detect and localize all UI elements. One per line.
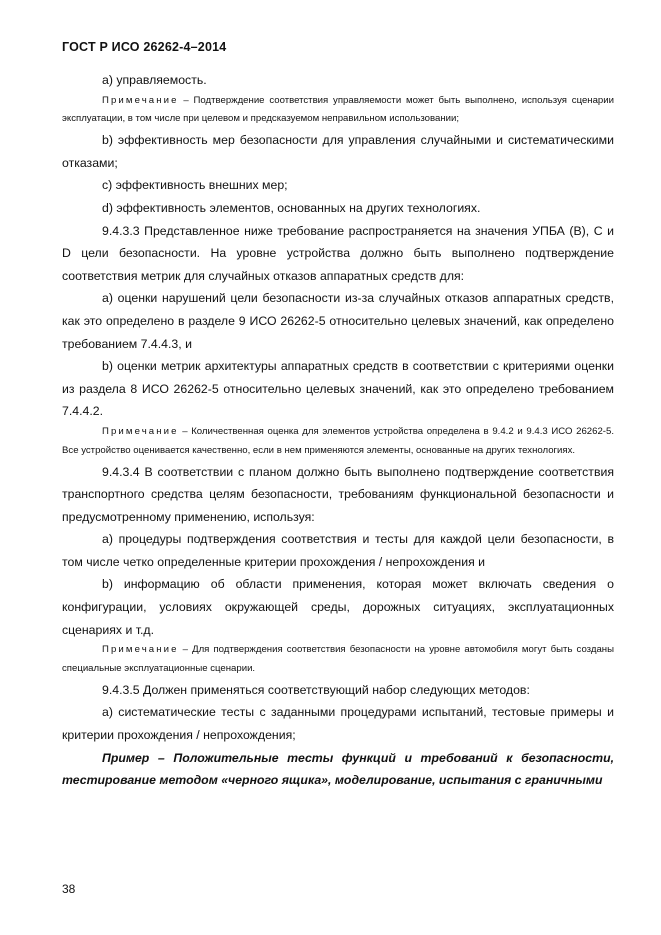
note-label: Примечание	[102, 644, 179, 656]
item-b-safety-measures: b) эффективность мер безопасности для управления случайными и систематическими отказами;	[62, 133, 614, 170]
document-body	[62, 69, 614, 792]
item-b-architecture-metrics: b) оценки метрик архитектуры аппаратных средств в соответствии с критериями оценки из раздела 8 ИСО 26262-5 относительно целевых значений, как это определено требованием 7.4.4.2.	[62, 359, 614, 419]
page-number: 38	[62, 882, 76, 896]
example-text: Пример – Положительные тесты функций и требований к безопасности, тестирование методом «черного ящика», моделирование, испытания с граничными	[62, 750, 614, 788]
note-text: – Подтверждение соответствия управляемости может быть выполнено, используя сценарии эксплуатации, в том числе при целевом и предсказуемом неправильном использовании;	[62, 94, 614, 125]
note-quantitative-evaluation	[62, 423, 614, 461]
paragraph-9-4-3-4: 9.4.3.4 В соответствии с планом должно быть выполнено подтверждение соответствия транспортного средства целям безопасности, требованиям функциональной безопасности и предусмотренному применению, используя:	[62, 464, 614, 524]
note-label: Примечание	[102, 94, 179, 106]
note-controllability	[62, 92, 614, 130]
paragraph-9-4-3-5: 9.4.3.5 Должен применяться соответствующий набор следующих методов:	[102, 682, 530, 697]
item-a-systematic-tests: а) систематические тесты с заданными процедурами испытаний, тестовые примеры и критерии прохождения / непрохождения;	[62, 705, 614, 743]
item-b-application-info: b) информацию об области применения, которая может включать сведения о конфигурации, условиях окружающей среды, дорожных ситуациях, эксплуатационных сценариях и т.д.	[62, 577, 614, 637]
item-d-other-technologies: d) эффективность элементов, основанных на других технологиях.	[102, 200, 481, 215]
item-c-external-measures: с) эффективность внешних мер;	[102, 178, 288, 193]
standard-header: ГОСТ Р ИСО 26262-4–2014	[62, 40, 227, 54]
item-a-validation-procedures: а) процедуры подтверждения соответствия и тесты для каждой цели безопасности, в том числе четко определенные критерии прохождения / непрохождения и	[62, 532, 614, 569]
item-a-controllability: а) управляемость.	[102, 73, 207, 87]
note-text: – Для подтверждения соответствия безопасности на уровне автомобиля могут быть созданы специальные эксплуатационные сценарии.	[62, 644, 614, 675]
note-vehicle-scenarios	[62, 641, 614, 679]
paragraph-9-4-3-3: 9.4.3.3 Представленное ниже требование распространяется на значения УПБА (В), С и D цели безопасности. На уровне устройства должно быть выполнено подтверждение соответствия метрик для случайных отказов аппаратных средств для:	[62, 223, 614, 283]
note-text: – Количественная оценка для элементов устройства определена в 9.4.2 и 9.4.3 ИСО 26262-5. Все устройство оценивается качественно, если в нем применяются элементы, основанные на других технологиях.	[62, 425, 614, 456]
item-a-goal-violations: а) оценки нарушений цели безопасности из-за случайных отказов аппаратных средств, как это определено в разделе 9 ИСО 26262-5 относительно целевых значений, как определено требованием 7.4.4.3, и	[62, 291, 614, 351]
note-label: Примечание	[102, 425, 179, 437]
